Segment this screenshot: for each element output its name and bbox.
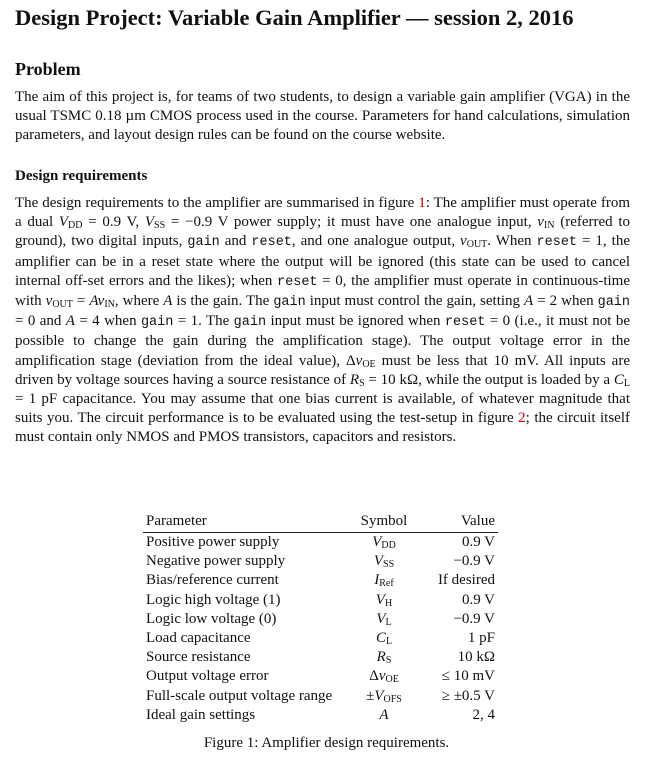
row-value: 10 kΩ xyxy=(457,649,495,666)
table-row xyxy=(143,552,498,571)
table-row xyxy=(143,610,498,629)
row-symbol: $I_{Ref}$ xyxy=(374,572,394,590)
row-value: 0.9 V xyxy=(461,591,495,608)
table-row xyxy=(143,706,498,725)
row-symbol: $\Delta v_{OE}$ xyxy=(369,668,399,686)
row-parameter: Load capacitance xyxy=(146,630,251,647)
table-row xyxy=(143,629,498,648)
row-symbol: $V_{DD}$ xyxy=(372,534,396,551)
row-value: ≤ 10 mV xyxy=(441,668,495,685)
header-value: Value xyxy=(460,513,495,529)
row-value: 1 pF xyxy=(467,630,495,647)
table-row xyxy=(143,591,498,610)
row-symbol: $\pm V_{OFS}$ xyxy=(366,687,402,705)
row-symbol: $R_S$ xyxy=(376,649,392,667)
figure-1-link[interactable]: 1 xyxy=(418,195,426,211)
row-parameter: Positive power supply xyxy=(146,534,280,550)
figure-2-link[interactable]: 2 xyxy=(518,410,526,427)
row-parameter: Bias/reference current xyxy=(146,572,279,589)
row-parameter: Ideal gain settings xyxy=(146,706,256,723)
header-parameter: Parameter xyxy=(146,513,207,529)
header-symbol: Symbol xyxy=(360,513,408,529)
row-value: −0.9 V xyxy=(453,553,495,570)
row-symbol: $V_{SS}$ xyxy=(373,553,395,571)
row-value: ≥ ±0.5 V xyxy=(441,687,495,704)
problem-heading: Problem xyxy=(15,59,81,79)
row-parameter: Source resistance xyxy=(146,649,251,666)
table-row xyxy=(143,648,498,667)
row-symbol: A xyxy=(379,706,389,723)
row-symbol: $V_H$ xyxy=(375,591,393,609)
row-symbol: $V_L$ xyxy=(376,610,392,628)
figure-caption: Figure 1: Amplifier design requirements. xyxy=(203,735,450,751)
table-row xyxy=(143,667,498,686)
row-parameter: Output voltage error xyxy=(146,668,269,685)
row-value: 2, 4 xyxy=(472,706,495,723)
row-value: −0.9 V xyxy=(453,610,495,627)
table-header-row xyxy=(143,512,498,533)
problem-paragraph: The aim of this project is, for teams of two students, to design a variable gain amplifier (VGA) in the usual TSMC 0.18 µm CMOS process used in the course. Parameters for hand calculations, simulation parameters, and layout design rules can be found on the course website. xyxy=(15,89,630,144)
row-symbol: $C_L$ xyxy=(375,630,393,648)
design-requirements-heading: Design requirements xyxy=(15,168,148,184)
table-row xyxy=(143,687,498,706)
row-parameter: Logic low voltage (0) xyxy=(146,610,277,627)
table-row xyxy=(143,571,498,590)
row-value: If desired xyxy=(437,572,495,589)
row-parameter: Negative power supply xyxy=(146,553,286,570)
row-value: 0.9 V xyxy=(461,534,495,550)
design-requirements-paragraph: The design requirements to the amplifier are summarised in figure 1: The amplifier must operate from a dual $V_{DD} = 0.9$ V, $V_{SS} = -0.9$ V power supply; it must have one analogue input, $v_{IN}$ (referred to ground), two digital inputs, gain and reset, and one analogue output, $v_{OUT}$. When reset = 1, the amplifier can be in a reset state where the output will be ignored (this state can be used to cancel internal off-set errors and the likes); when reset = 0, the amplifier must operate in continuous-time with $v_{OUT} = Av_{IN}$, where A is the gain. The gain input must control the gain, setting A = 2 when gain = 0 and A = 4 when gain = 1. The gain input must be ignored when reset = 0 (i.e., it must not be possible to change the gain during the amplification stage). The output voltage error in the amplification stage (deviation from the ideal value), $\Delta v_{OE}$ must be less that 10 mV. All inputs are driven by voltage sources having a source resistance of $R_S = 10$ kΩ, while the output is loaded by a $C_L = 1$ pF capacitance. You may assume that one bias current is available, of whatever magnitude that suits you. The circuit performance is to be evaluated using the test-setup in figure 2; the circuit itself must contain only NMOS and PMOS transistors, capacitors and resistors. xyxy=(15,195,631,446)
row-parameter: Full-scale output voltage range xyxy=(146,687,333,704)
table-row xyxy=(143,533,498,553)
row-parameter: Logic high voltage (1) xyxy=(146,591,281,608)
requirements-table xyxy=(143,512,498,725)
page-title: Design Project: Variable Gain Amplifier — session 2, 2016 xyxy=(15,5,574,30)
